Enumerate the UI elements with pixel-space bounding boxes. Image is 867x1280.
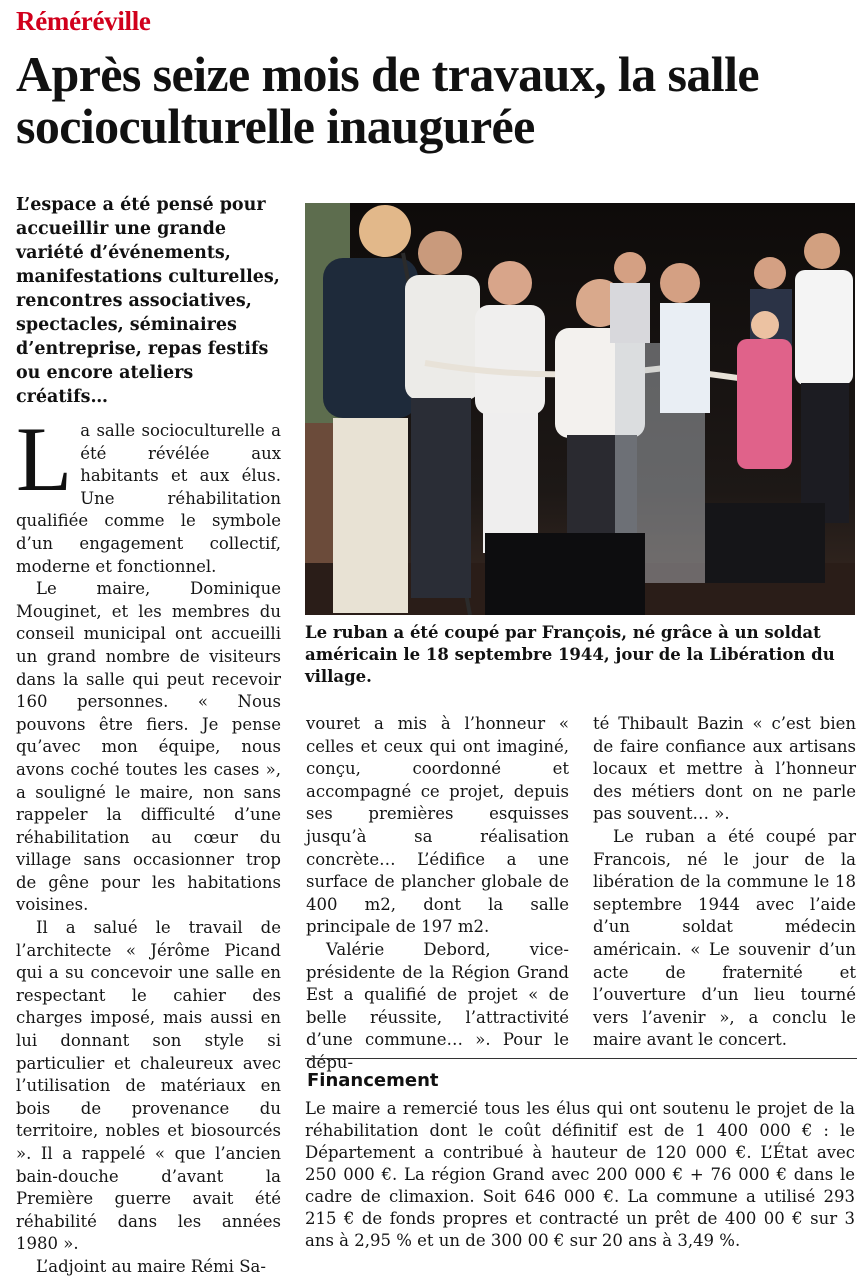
financement-title: Financement [307, 1070, 439, 1091]
drop-cap: L [16, 408, 73, 510]
article-column-2 [306, 713, 569, 1075]
article-photo [305, 203, 855, 615]
headline: Après seize mois de travaux, la salle socioculturelle inaugurée [16, 46, 759, 154]
lead-paragraph: L’espace a été pensé pour accueillir une grande variété d’événements, manifestations culturelles, rencontres associatives, spectacles, séminaires d’entreprise, repas festifs ou encore ateliers créatifs… [16, 195, 280, 407]
paragraph-intro [16, 408, 281, 578]
paragraph-intro-text: a salle socioculturelle a été révélée aux habitants et aux élus. Une réhabilitation qualifiée comme le symbole d’un engagement collectif, moderne et fonctionnel. [16, 421, 281, 576]
paragraph-architect: Il a salué le travail de l’architecte « Jérôme Picand qui a su concevoir une salle en respectant le cahier des charges imposé, mais aussi en lui donnant son style si particulier et chaleureux avec l’utilisation de matériaux en bois de provenance du territoire, nobles et biosourcés ». Il a rappelé « que l’ancien bain-douche d’avant la Première guerre avait été réhabilité dans les années 1980 ». [16, 918, 281, 1254]
section-kicker: Réméréville [16, 6, 151, 36]
paragraph-ribbon: Le ruban a été coupé par Francois, né le jour de la libération de la commune le 18 septembre 1944 avec l’aide d’un soldat médecin américain. « Le souvenir d’un acte de fraternité et l’ouverture d’un lieu tourné vers l’avenir », a conclu le maire avant le concert. [593, 826, 856, 1050]
photo-ribbon-cutting-icon [305, 203, 855, 615]
paragraph-deputy-cont: vouret a mis à l’honneur « celles et ceux qui ont imaginé, conçu, coordonné et accompagné ce projet, depuis ses premières esquisses jusqu’à sa réalisation concrète… L’édifice a une surface de plancher globale de 400 m2, dont la salle principale de 197 m2. [306, 714, 569, 937]
paragraph-region-cont: té Thibault Bazin « c’est bien de faire confiance aux artisans locaux et mettre à l’honneur des métiers dont on ne parle pas souvent… ». [593, 714, 856, 824]
paragraph-mayor: Le maire, Dominique Mouginet, et les membres du conseil municipal ont accueilli un grand nombre de visiteurs dans la salle qui peut recevoir 160 personnes. « Nous pouvons être fiers. Je pense qu’avec mon équipe, nous avons coché toutes les cases », a souligné le maire, non sans rappeler la difficulté d’une réhabilitation au cœur du village sans occasionner trop de gêne pour les habitations voisines. [16, 579, 281, 915]
paragraph-deputy-start: L’adjoint au maire Rémi Sa- [36, 1256, 266, 1276]
article-column-1 [16, 408, 281, 1279]
paragraph-region: Valérie Debord, vice-présidente de la Région Grand Est a qualifié de projet « de belle réussite, l’attractivité d’une commune… ». Pour le dépu- [306, 939, 569, 1072]
article-column-3 [593, 713, 856, 1052]
financement-body: Le maire a remercié tous les élus qui ont soutenu le projet de la réhabilitation dont le coût définitif est de 1 400 000 € : le Département a contribué à hauteur de 120 000 €. L’État avec 250 000 €. La région Grand avec 200 000 € + 76 000 € dans le cadre de climaxion. Soit 646 000 €. La commune a utilisé 293 215 € de fonds propres et contracté un prêt de 400 00 € sur 3 ans à 2,95 % et un de 300 00 € sur 20 ans à 3,49 %. [305, 1099, 855, 1250]
photo-caption: Le ruban a été coupé par François, né grâce à un soldat américain le 18 septembre 1944, jour de la Libération du village. [305, 623, 835, 686]
financement-divider [305, 1058, 857, 1059]
